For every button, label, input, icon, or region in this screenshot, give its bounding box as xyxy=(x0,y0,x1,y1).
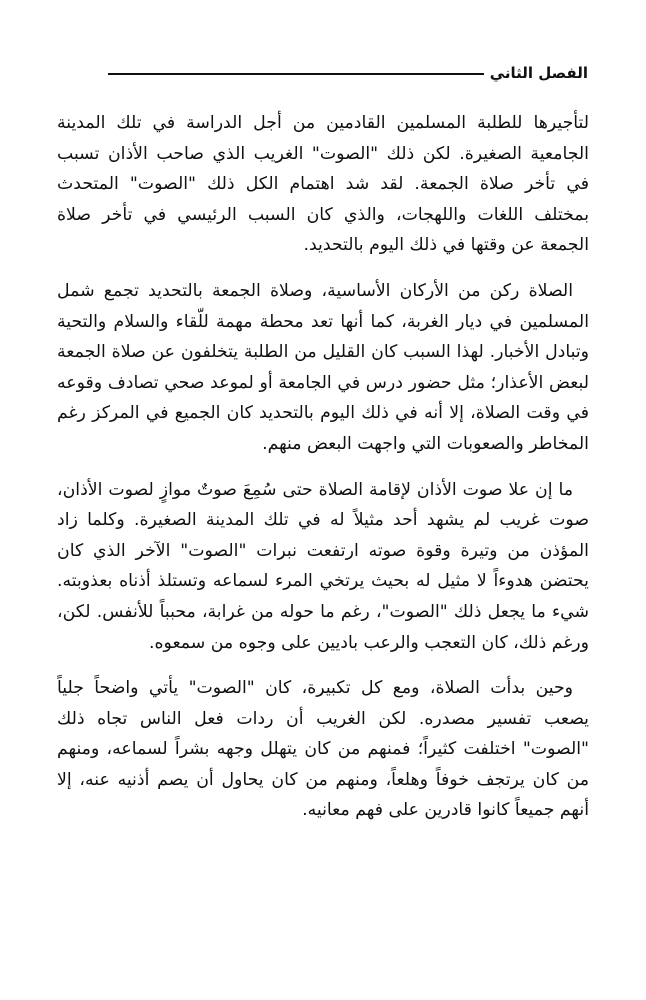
chapter-title: الفصل الثاني xyxy=(489,64,588,82)
body-text xyxy=(57,108,589,841)
paragraph-3: ما إن علا صوت الأذان لإقامة الصلاة حتى سُمِعَ صوتٌ موازٍ لصوت الأذان، صوت غريب لم يشهد أحد مثيلاً له في تلك المدينة الصغيرة. وكلما زاد المؤذن من وتيرة وقوة صوته ارتفعت نبرات "الصوت" الآخر الذي كان يحتضن هدوءاً لا مثيل له بحيث يرتخي المرء لسماعه وتستلذ أذناه بعذوبته. شيء ما يجعل ذلك "الصوت"، رغم ما حوله من غرابة، محبباً للأنفس. لكن، ورغم ذلك، كان التعجب والرعب باديين على وجوه من سمعوه. xyxy=(57,479,589,653)
paragraph-1: لتأجيرها للطلبة المسلمين القادمين من أجل الدراسة في تلك المدينة الجامعية الصغيرة. لكن ذلك "الصوت" الغريب الذي صاحب الأذان تسبب في تأخر صلاة الجمعة. لقد شد اهتمام الكل ذلك "الصوت" المتحدث بمختلف اللغات واللهجات، والذي كان السبب الرئيسي في تأخر صلاة الجمعة عن وقتها في ذلك اليوم بالتحديد. xyxy=(57,113,589,256)
paragraph-2: الصلاة ركن من الأركان الأساسية، وصلاة الجمعة بالتحديد تجمع شمل المسلمين في ديار الغربة، كما أنها تعد محطة مهمة للّقاء والسلام والتحية وتبادل الأخبار. لهذا السبب كان القليل من الطلبة يتخلفون عن صلاة الجمعة لبعض الأعذار؛ مثل حضور درس في الجامعة أو لموعد صحي تصادف وقوعه في وقت الصلاة، إلا أنه في ذلك اليوم بالتحديد كان الجميع في المركز رغم المخاطر والصعوبات التي واجهت البعض منهم. xyxy=(57,280,589,454)
header-rule xyxy=(108,73,484,75)
running-header xyxy=(108,58,588,88)
paragraph-4: وحين بدأت الصلاة، ومع كل تكبيرة، كان "الصوت" يأتي واضحاً جلياً يصعب تفسير مصدره. لكن الغريب أن ردات فعل الناس تجاه ذلك "الصوت" اختلفت كثيراً؛ فمنهم من كان يتهلل وجهه بشراً لسماعه، ومنهم من كان يرتجف خوفاً وهلعاً، ومنهم من كان يحاول أن يصم أذنيه عنه، إلا أنهم جميعاً كانوا قادرين على فهم معانيه. xyxy=(57,678,589,821)
